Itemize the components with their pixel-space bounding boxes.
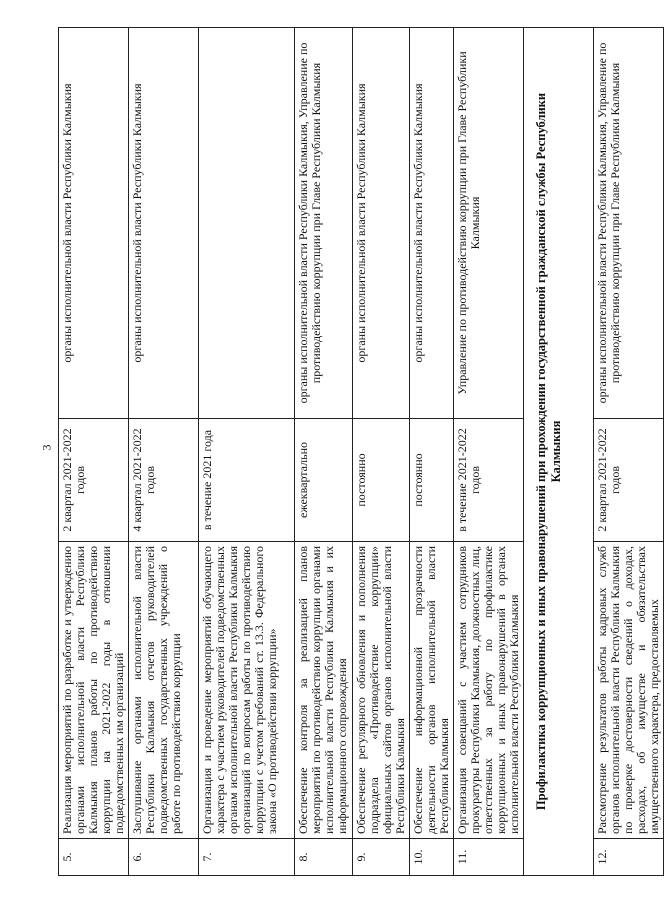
row-responsible: Управление по противодействию коррупции при Главе Республики Калмыкия xyxy=(454,28,524,419)
row-action: Обеспечение контроля за реализацией планов мероприятий по противодействию коррупции органами исполнительной власти Республики Калмыкия и их информационного сопровождения xyxy=(295,542,353,839)
row-term: постоянно xyxy=(410,419,454,542)
row-term: в течение 2021-2022 годов xyxy=(454,419,524,542)
row-action: Организация совещаний с участием сотрудников прокуратуры Республики Калмыкия, должностных лиц, ответственных за работу по профилактике коррупционных и иных правонарушений в органах исполнительной власти Республики Калмыкия xyxy=(454,542,524,839)
row-term: 2 квартал 2021-2022 годов xyxy=(594,419,664,542)
row-term: постоянно xyxy=(353,419,410,542)
measures-table xyxy=(58,27,664,876)
row-responsible: органы исполнительной власти Республики Калмыкия, Управление по противодействию коррупции при Главе Республики Калмыкия xyxy=(295,28,353,419)
row-number: 8. xyxy=(295,839,353,876)
document-sheet xyxy=(58,36,661,876)
row-number: 9. xyxy=(353,839,410,876)
table-row xyxy=(594,28,664,876)
table-row xyxy=(59,28,129,876)
table-row xyxy=(410,28,454,876)
row-responsible: органы исполнительной власти Республики Калмыкия xyxy=(129,28,199,419)
row-term: в течение 2021 года xyxy=(199,419,295,542)
table-row xyxy=(199,28,295,876)
row-action: Заслушивание органами исполнительной власти Республики Калмыкия отчетов руководителей подведомственных государственных учреждений о работе по противодействию коррупции xyxy=(129,542,199,839)
row-number: 5. xyxy=(59,839,129,876)
row-number: 12. xyxy=(594,839,664,876)
row-term: 2 квартал 2021-2022 годов xyxy=(59,419,129,542)
row-responsible: органы исполнительной власти Республики Калмыкия xyxy=(353,28,410,419)
row-responsible xyxy=(199,28,295,419)
table-row xyxy=(129,28,199,876)
row-action: Обеспечение информационной прозрачности деятельности органов исполнительной власти Республики Калмыкия xyxy=(410,542,454,839)
row-term: ежеквартально xyxy=(295,419,353,542)
row-responsible: органы исполнительной власти Республики Калмыкия, Управление по противодействию коррупции при Главе Республики Калмыкия xyxy=(594,28,664,419)
row-action: Организация и проведение мероприятий обучающего характера с участием руководителей подведомственных органам исполнительной власти Республики Калмыкия организаций по вопросам работы по противодействию коррупции с учетом требований ст. 13.3. Федерального закона «О противодействии коррупции» xyxy=(199,542,295,839)
page-number: 3 xyxy=(39,444,54,451)
section-row xyxy=(524,28,594,876)
row-responsible: органы исполнительной власти Республики Калмыкия xyxy=(410,28,454,419)
row-number: 7. xyxy=(199,839,295,876)
row-number: 6. xyxy=(129,839,199,876)
row-action: Обеспечение регулярного обновления и пополнения подраздела «Противодействие коррупции» официальных сайтов органов исполнительной власти Республики Калмыкия xyxy=(353,542,410,839)
row-term: 4 квартал 2021-2022 годов xyxy=(129,419,199,542)
table-row xyxy=(454,28,524,876)
row-action: Рассмотрение результатов работы кадровых служб органов исполнительной власти Республики Калмыкия по проверке достоверности сведений о доходах, расходах, об имуществе и обязательствах имущественного характера, предоставляемых xyxy=(594,542,664,839)
section-title: Профилактика коррупционных и иных правонарушений при прохождении государственной гражданской службы Республики Калмыкия xyxy=(524,28,594,876)
table-row xyxy=(353,28,410,876)
row-number: 11. xyxy=(454,839,524,876)
row-action: Реализация мероприятий по разработке и утверждению органами исполнительной власти Республики Калмыкия планов работы по противодействию коррупции на 2021-2022 годы в отношении подведомственных им организаций xyxy=(59,542,129,839)
table-row xyxy=(295,28,353,876)
row-number: 10. xyxy=(410,839,454,876)
row-responsible: органы исполнительной власти Республики Калмыкия xyxy=(59,28,129,419)
